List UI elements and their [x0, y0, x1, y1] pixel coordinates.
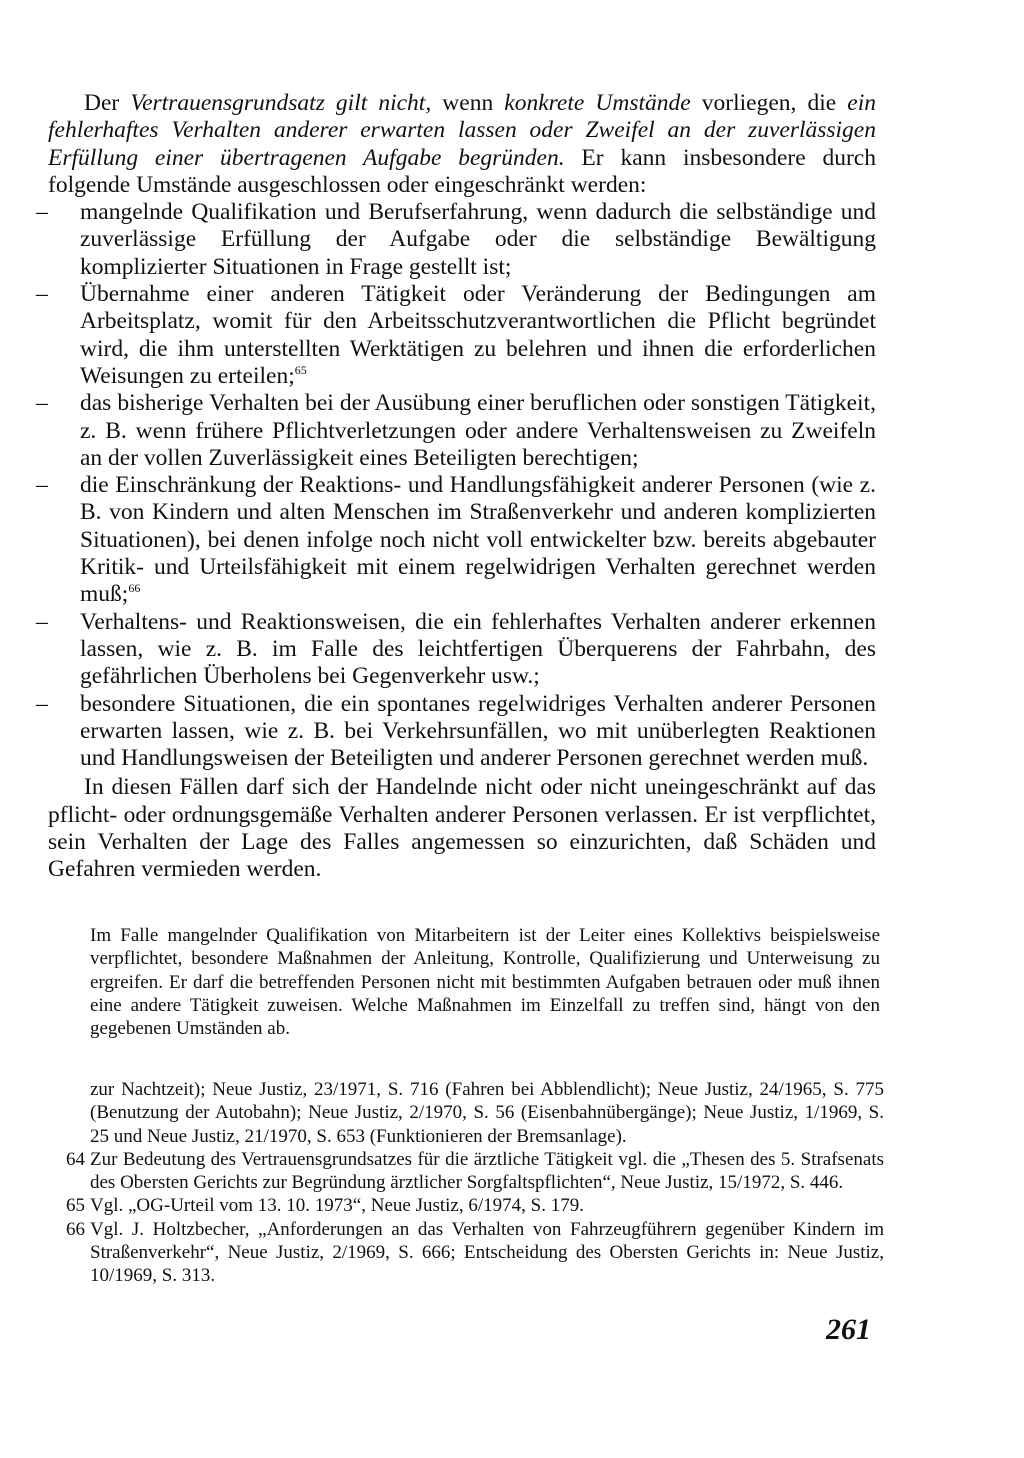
dash-marker: – [36, 472, 48, 499]
intro-emphasis: konkrete Umstände [504, 90, 691, 116]
list-item [36, 199, 876, 281]
list-item [36, 281, 876, 390]
page-number: 261 [826, 1313, 871, 1346]
main-text [36, 90, 876, 884]
dash-marker: – [36, 199, 48, 226]
list-item-text: das bisherige Verhalten bei der Ausübung einer beruflichen oder sonstigen Tätigkeit, z. B. wenn frühere Pflichtverletzungen oder andere Verhaltensweisen zu Zweifeln an der vollen Zuverlässigkeit eines Beteiligten berechtigen; [80, 390, 876, 471]
footnote-number: 65 [66, 1195, 85, 1217]
footnote-64 [66, 1148, 884, 1195]
intro-text: wenn [431, 90, 505, 116]
list-item-text: mangelnde Qualifikation und Berufserfahrung, wenn dadurch die selbständige und zuverlässige Erfüllung der Aufgabe oder die selbständige Bewältigung komplizierter Situationen in Frage gestellt ist; [80, 199, 876, 280]
intro-emphasis: Vertrauensgrundsatz gilt nicht, [130, 90, 432, 116]
footnote-ref: 65 [294, 362, 307, 377]
list-item-text: die Einschränkung der Reaktions- und Handlungsfähigkeit anderer Personen (wie z. B. von Kindern und alten Menschen im Straßenverkehr und anderen komplizierten Situationen), bei denen infolge noch nicht voll entwickelter bzw. bereits abgebauter Kritik- und Urteilsfähigkeit mit einem regelwidrigen Verhalten gerechnet werden muß; [80, 472, 876, 608]
footnote-number: 66 [66, 1218, 85, 1240]
list-item-text: besondere Situationen, die ein spontanes regelwidriges Verhalten anderer Personen erwarten lassen, wie z. B. bei Verkehrsunfällen, wo mit unüberlegten Reaktionen und Handlungsweisen der Beteiligten und anderer Personen gerechnet werden muß. [80, 690, 876, 772]
dash-marker: – [36, 608, 48, 635]
list-item [36, 472, 876, 608]
intro-text: Der [84, 90, 131, 116]
intro-text: vorliegen, die [690, 90, 848, 116]
dash-marker: – [36, 690, 48, 717]
footnote-continuation: zur Nachtzeit); Neue Justiz, 23/1971, S. 716 (Fahren bei Abblendlicht); Neue Justiz, 24/1965, S. 775 (Benutzung der Autobahn); Neue Justiz, 2/1970, S. 56 (Eisenbahnübergänge); Neue Justiz, 1/1969, S. 25 und Neue Justiz, 21/1970, S. 653 (Funktionieren der Bremsanlage). [90, 1079, 884, 1147]
small-print-note: Im Falle mangelnder Qualifikation von Mitarbeitern ist der Leiter eines Kollektivs beispielsweise verpflichtet, besondere Maßnahmen der Anleitung, Kontrolle, Qualifizierung und Unterweisung zu ergreifen. Er darf die betreffenden Personen nicht mit bestimmten Aufgaben betrauen oder muß ihnen eine andere Tätigkeit zuweisen. Welche Maßnahmen im Einzelfall zu treffen sind, hängt von den gegebenen Umständen ab. [90, 925, 880, 1040]
list-item [36, 608, 876, 691]
circumstances-list [36, 199, 876, 772]
footnote-text: Vgl. J. Holtzbecher, „Anforderungen an das Verhalten von Fahrzeugführern gegenüber Kindern im Straßenverkehr“, Neue Justiz, 2/1969, S. 666; Entscheidung des Obersten Gerichts in: Neue Justiz, 10/1969, S. 313. [90, 1218, 884, 1287]
closing-paragraph: In diesen Fällen darf sich der Handelnde nicht oder nicht uneingeschränkt auf das pflicht- oder ordnungsgemäße Verhalten anderer Personen verlassen. Er ist verpflichtet, sein Verhalten der Lage des Falles angemessen so einzurichten, daß Schäden und Gefahren vermieden werden. [48, 774, 876, 883]
footnote-number: 64 [66, 1148, 85, 1170]
footnotes [66, 1078, 884, 1288]
intro-emphasis: ein fehlerhaftes Verhalten anderer erwarten lassen oder Zweifel an der zuverlässigen Erfüllung einer übertragenen Aufgabe begründen. [48, 90, 876, 171]
list-item [36, 390, 876, 472]
list-item-text: Verhaltens- und Reaktionsweisen, die ein fehlerhaftes Verhalten anderer erkennen lassen, wie z. B. im Falle des leichtfertigen Überquerens der Fahrbahn, des gefährlichen Überholens bei Gegenverkehr usw.; [80, 608, 876, 690]
footnote-ref: 66 [128, 581, 141, 596]
list-item-text: Übernahme einer anderen Tätigkeit oder Veränderung der Bedingungen am Arbeitsplatz, womit für den Arbeitsschutzverantwortlichen die Pflicht begründet wird, die ihm unterstellten Werktätigen zu belehren und ihnen die erforderlichen Weisungen zu erteilen; [80, 281, 876, 389]
list-item [36, 690, 876, 773]
dash-marker: – [36, 281, 48, 308]
footnote-text: Zur Bedeutung des Vertrauensgrundsatzes für die ärztliche Tätigkeit vgl. die „Thesen des 5. Strafsenats des Obersten Gerichts zur Begründung ärztlicher Sorgfaltspflichten“, Neue Justiz, 15/1972, S. 446. [90, 1148, 884, 1194]
dash-marker: – [36, 390, 48, 417]
footnote-65 [66, 1194, 884, 1217]
footnote-66 [66, 1218, 884, 1288]
intro-text: Er kann insbesondere durch folgende Umstände ausgeschlossen oder eingeschränkt werden: [48, 144, 876, 198]
footnote-text: Vgl. „OG-Urteil vom 13. 10. 1973“, Neue Justiz, 6/1974, S. 179. [90, 1195, 584, 1217]
intro-paragraph [48, 90, 876, 199]
